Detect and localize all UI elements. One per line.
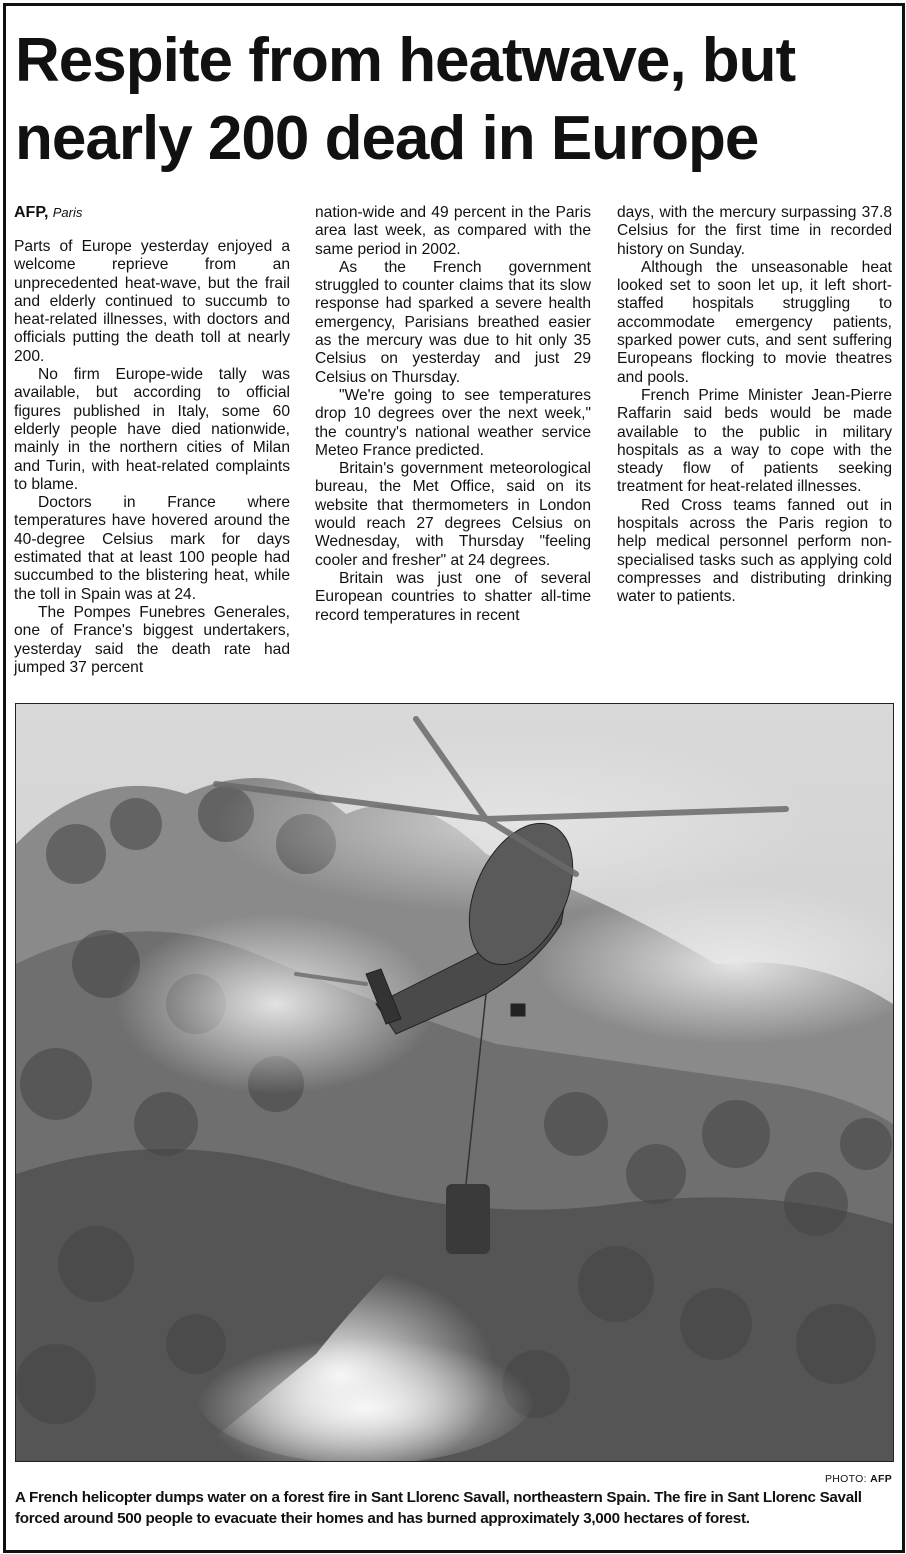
news-photo — [15, 703, 894, 1462]
photo-credit-label: PHOTO: — [825, 1473, 867, 1485]
article-column-2 — [315, 204, 591, 625]
byline-agency: AFP, — [14, 204, 49, 221]
paragraph: "We're going to see temperatures drop 10 degrees over the next week," the country's national weather service Meteo France predicted. — [315, 386, 591, 459]
paragraph: No firm Europe-wide tally was available, but according to official figures published in Italy, some 60 elderly people have died nationwide, mainly in the northern cities of Milan and Turin, with heat-related complaints to blame. — [14, 366, 290, 493]
article-column-1 — [14, 204, 290, 677]
paragraph: Britain was just one of several European countries to shatter all-time record temperatures in recent — [315, 569, 591, 624]
paragraph: As the French government struggled to counter claims that its slow response had sparked a severe health emergency, Parisians breathed easier as the mercury was due to hit only 35 Celsius on yesterday and just 29 Celsius on Thursday. — [315, 258, 591, 386]
photo-credit-source: AFP — [870, 1473, 892, 1485]
article-column-3 — [617, 204, 892, 607]
headline — [15, 22, 895, 178]
paragraph: Doctors in France where temperatures have hovered around the 40-degree Celsius mark for days estimated that at least 100 people had succumbed to the blistering heat, while the toll in Spain was at 24. — [14, 494, 290, 603]
headline-line-1: Respite from heatwave, but — [15, 26, 796, 95]
paragraph: Parts of Europe yesterday enjoyed a welcome reprieve from an unprecedented heat-wave, but the frail and elderly continued to succumb to heat-related illnesses, with doctors and officials putting the death toll at nearly 200. — [14, 238, 290, 365]
byline — [14, 204, 290, 222]
paragraph: Red Cross teams fanned out in hospitals across the Paris region to help medical personnel perform non-specialised tasks such as applying cold compresses and distributing drinking water to patients. — [617, 496, 892, 606]
byline-city: Paris — [52, 205, 83, 220]
paragraph: French Prime Minister Jean-Pierre Raffarin said beds would be made available to the public in military hospitals as a way to cope with the steady flow of patients seeking treatment for heat-related illnesses. — [617, 386, 892, 496]
paragraph: The Pompes Funebres Generales, one of France's biggest undertakers, yesterday said the death rate had jumped 37 percent — [14, 603, 290, 676]
helicopter-fire-illustration — [16, 704, 893, 1461]
paragraph: nation-wide and 49 percent in the Paris area last week, as compared with the same period in 2002. — [315, 204, 591, 258]
paragraph: Britain's government meteorological bureau, the Met Office, said on its website that thermometers in London would reach 27 degrees Celsius on Wednesday, with Thursday "feeling cooler and fresher" at 24 degrees. — [315, 460, 591, 569]
paragraph: days, with the mercury surpassing 37.8 Celsius for the first time in recorded history on Sunday. — [617, 204, 892, 258]
headline-line-2: nearly 200 dead in Europe — [15, 104, 759, 173]
photo-caption: A French helicopter dumps water on a forest fire in Sant Llorenc Savall, northeastern Spain. The fire in Sant Llorenc Savall forced around 500 people to evacuate their homes and has burned approximately 3,000 hectares of forest. — [15, 1489, 862, 1527]
paragraph: Although the unseasonable heat looked set to soon let up, it left short-staffed hospitals struggling to accommodate emergency patients, sparked power cuts, and sent suffering Europeans flocking to movie theatres and pools. — [617, 258, 892, 386]
photo-credit — [700, 1473, 892, 1485]
